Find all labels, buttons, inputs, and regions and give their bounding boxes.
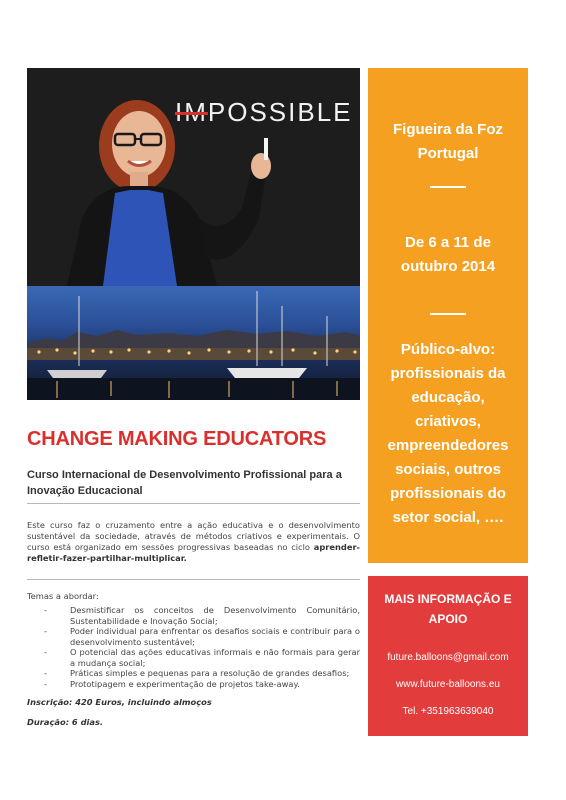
target-audience	[374, 338, 522, 530]
page-subtitle: Curso Internacional de Desenvolvimento Profissional para a Inovação Educacional	[27, 469, 342, 497]
intro-cycle: aprender-refletir-fazer-partilhar-multiplicar.	[27, 542, 360, 563]
page-title: CHANGE MAKING EDUCATORS	[27, 428, 327, 450]
bullet: -	[44, 626, 47, 636]
list-item	[44, 679, 360, 690]
audience-line: Público-alvo:	[400, 341, 496, 358]
divider	[430, 313, 466, 315]
topic-text: Poder individual para enfrentar os desafios sociais e contribuir para o desenvolvimento sustentável;	[70, 626, 360, 647]
event-location	[368, 118, 528, 166]
divider	[27, 579, 360, 580]
harbor-photo	[27, 286, 360, 400]
contact-panel	[368, 576, 528, 736]
topics-label: Temas a abordar:	[27, 591, 99, 601]
registration-price: Inscrição: 420 Euros, incluindo almoços	[27, 697, 212, 707]
divider	[27, 503, 360, 504]
bullet: -	[44, 647, 47, 657]
contact-title: MAIS INFORMAÇÃO E APOIO	[384, 592, 512, 626]
contact-email[interactable]: future.balloons@gmail.com	[387, 652, 509, 663]
intro-text: Este curso faz o cruzamento entre a ação educativa e o desenvolvimento sustentável da sociedade, através de métodos criativos e experimentais. O curso está organizado em sessões progressivas baseadas no ciclo	[27, 520, 360, 552]
harbor-illustration	[27, 286, 360, 400]
event-info-panel	[368, 68, 528, 563]
contact-website[interactable]: www.future-balloons.eu	[396, 679, 500, 690]
intro-paragraph	[27, 520, 360, 564]
bullet: -	[44, 668, 47, 678]
list-item	[44, 647, 360, 668]
location-city: Figueira da Foz	[392, 121, 503, 138]
audience-line: criativos,	[415, 413, 481, 430]
course-duration: Duração: 6 dias.	[27, 717, 104, 727]
audience-line: profissionais do	[390, 485, 506, 502]
teacher-photo	[27, 68, 360, 286]
list-item	[44, 605, 360, 626]
divider	[430, 186, 466, 188]
event-dates	[368, 231, 528, 279]
chalk-crossed-prefix: IM	[175, 97, 208, 127]
topic-text: O potencial das ações educativas informais e não formais para gerar a mudança social;	[70, 647, 360, 668]
contact-phone: Tel. +351963639040	[402, 706, 494, 717]
topic-text: Desmistificar os conceitos de Desenvolvimento Comunitário, Sustentabilidade e Inovação Social;	[70, 605, 360, 626]
list-item	[44, 668, 360, 679]
dates-line: De 6 a 11 de	[405, 234, 491, 251]
list-item	[44, 626, 360, 647]
topic-text: Práticas simples e pequenas para a resolução de grandes desafios;	[70, 668, 350, 678]
chalk-word: POSSIBLE	[207, 97, 353, 127]
audience-line: profissionais da	[390, 365, 506, 382]
audience-line: setor social, ….	[392, 509, 504, 526]
bullet: -	[44, 605, 47, 615]
chalkboard-text	[175, 97, 353, 131]
audience-line: educação,	[411, 389, 485, 406]
location-country: Portugal	[417, 145, 479, 162]
dates-line: outubro 2014	[400, 258, 496, 275]
bullet: -	[44, 678, 47, 689]
topic-text: Prototipagem e experimentação de projetos take-away.	[70, 678, 300, 689]
topics-list	[44, 605, 360, 689]
audience-line: empreendedores	[387, 437, 509, 454]
audience-line: sociais, outros	[395, 461, 501, 478]
